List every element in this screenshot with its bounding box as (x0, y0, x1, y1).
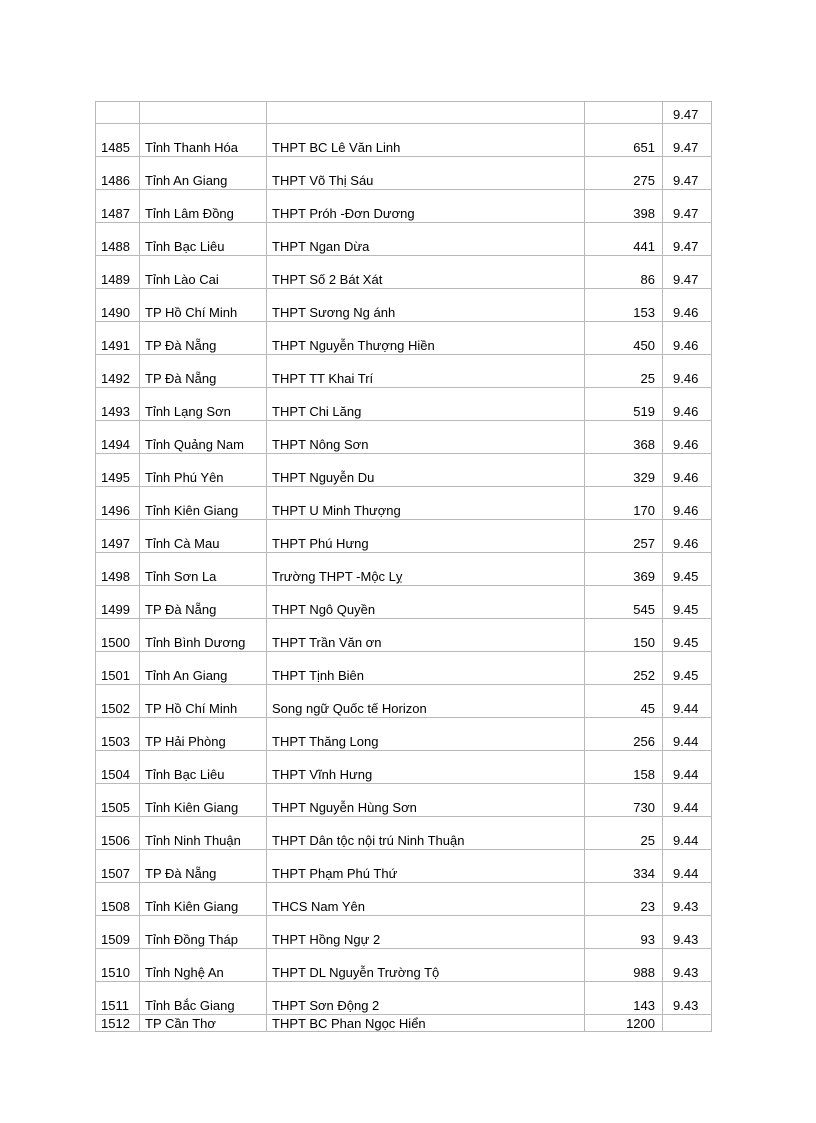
school-cell: THPT Nguyễn Thượng Hiền (267, 322, 585, 355)
rank-cell: 1502 (96, 685, 140, 718)
province-cell: Tỉnh Phú Yên (140, 454, 267, 487)
table-row (96, 355, 712, 388)
score-cell: 9.46 (663, 520, 712, 553)
score-cell: 9.47 (663, 124, 712, 157)
rank-cell: 1497 (96, 520, 140, 553)
score-cell: 9.44 (663, 784, 712, 817)
rank-cell: 1503 (96, 718, 140, 751)
table-row (96, 322, 712, 355)
table-row (96, 289, 712, 322)
table-row (96, 487, 712, 520)
count-cell: 45 (585, 685, 663, 718)
score-cell: 9.43 (663, 916, 712, 949)
score-cell: 9.47 (663, 256, 712, 289)
province-cell: Tỉnh Bắc Giang (140, 982, 267, 1015)
score-cell: 9.43 (663, 883, 712, 916)
province-cell: TP Đà Nẵng (140, 322, 267, 355)
school-cell: THPT DL Nguyễn Trường Tộ (267, 949, 585, 982)
score-cell: 9.45 (663, 553, 712, 586)
rank-cell: 1501 (96, 652, 140, 685)
table-row (96, 1015, 712, 1032)
province-cell: TP Đà Nẵng (140, 355, 267, 388)
school-cell: THPT BC Lê Văn Linh (267, 124, 585, 157)
school-cell: THPT Nguyễn Du (267, 454, 585, 487)
school-cell: THPT Próh -Đơn Dương (267, 190, 585, 223)
rank-cell: 1509 (96, 916, 140, 949)
province-cell: TP Cần Thơ (140, 1015, 267, 1032)
score-cell: 9.46 (663, 289, 712, 322)
province-cell (140, 102, 267, 124)
table-row (96, 817, 712, 850)
school-cell: THPT Sơn Động 2 (267, 982, 585, 1015)
rank-cell: 1487 (96, 190, 140, 223)
province-cell: Tỉnh An Giang (140, 157, 267, 190)
province-cell: Tỉnh Bình Dương (140, 619, 267, 652)
province-cell: TP Hải Phòng (140, 718, 267, 751)
table-row (96, 619, 712, 652)
count-cell: 25 (585, 355, 663, 388)
school-cell: Trường THPT -Mộc Lỵ (267, 553, 585, 586)
count-cell: 153 (585, 289, 663, 322)
school-cell: THPT Trần Văn ơn (267, 619, 585, 652)
province-cell: Tỉnh Sơn La (140, 553, 267, 586)
province-cell: Tỉnh Kiên Giang (140, 784, 267, 817)
table-row (96, 520, 712, 553)
table-row (96, 949, 712, 982)
rank-cell: 1489 (96, 256, 140, 289)
count-cell: 256 (585, 718, 663, 751)
school-ranking-table-page (95, 101, 711, 1032)
province-cell: Tỉnh Thanh Hóa (140, 124, 267, 157)
table-row (96, 223, 712, 256)
school-cell: THPT Chi Lăng (267, 388, 585, 421)
count-cell: 329 (585, 454, 663, 487)
rank-cell: 1490 (96, 289, 140, 322)
school-cell: THPT Hồng Ngự 2 (267, 916, 585, 949)
count-cell: 257 (585, 520, 663, 553)
table-row (96, 718, 712, 751)
province-cell: Tỉnh Cà Mau (140, 520, 267, 553)
province-cell: TP Đà Nẵng (140, 850, 267, 883)
table-row (96, 256, 712, 289)
school-cell: THPT Thăng Long (267, 718, 585, 751)
school-cell: THPT Tịnh Biên (267, 652, 585, 685)
rank-cell: 1511 (96, 982, 140, 1015)
rank-cell: 1488 (96, 223, 140, 256)
province-cell: Tỉnh Kiên Giang (140, 883, 267, 916)
school-cell (267, 102, 585, 124)
school-cell: THPT Dân tộc nội trú Ninh Thuận (267, 817, 585, 850)
school-cell: THPT Vĩnh Hưng (267, 751, 585, 784)
score-cell: 9.46 (663, 355, 712, 388)
table-row (96, 102, 712, 124)
count-cell: 334 (585, 850, 663, 883)
school-cell: THPT Võ Thị Sáu (267, 157, 585, 190)
rank-cell: 1506 (96, 817, 140, 850)
rank-cell: 1512 (96, 1015, 140, 1032)
rank-cell: 1491 (96, 322, 140, 355)
table-row (96, 454, 712, 487)
score-cell: 9.46 (663, 454, 712, 487)
table-body (96, 102, 712, 1032)
table-row (96, 190, 712, 223)
table-row (96, 388, 712, 421)
table-row (96, 916, 712, 949)
score-cell: 9.44 (663, 718, 712, 751)
score-cell: 9.45 (663, 652, 712, 685)
score-cell: 9.44 (663, 751, 712, 784)
province-cell: TP Đà Nẵng (140, 586, 267, 619)
count-cell: 450 (585, 322, 663, 355)
count-cell: 730 (585, 784, 663, 817)
count-cell: 519 (585, 388, 663, 421)
score-cell: 9.44 (663, 850, 712, 883)
rank-cell: 1495 (96, 454, 140, 487)
rank-cell (96, 102, 140, 124)
rank-cell: 1496 (96, 487, 140, 520)
school-cell: THPT Phạm Phú Thứ (267, 850, 585, 883)
count-cell: 368 (585, 421, 663, 454)
province-cell: Tỉnh Nghệ An (140, 949, 267, 982)
table-row (96, 157, 712, 190)
school-cell: Song ngữ Quốc tế Horizon (267, 685, 585, 718)
count-cell (585, 102, 663, 124)
count-cell: 1200 (585, 1015, 663, 1032)
score-cell: 9.43 (663, 949, 712, 982)
province-cell: Tỉnh Lào Cai (140, 256, 267, 289)
score-cell: 9.47 (663, 223, 712, 256)
school-cell: THPT BC Phan Ngọc Hiển (267, 1015, 585, 1032)
rank-cell: 1510 (96, 949, 140, 982)
table-row (96, 685, 712, 718)
count-cell: 23 (585, 883, 663, 916)
table-row (96, 883, 712, 916)
count-cell: 150 (585, 619, 663, 652)
rank-cell: 1493 (96, 388, 140, 421)
rank-cell: 1499 (96, 586, 140, 619)
table-row (96, 751, 712, 784)
province-cell: Tỉnh Ninh Thuận (140, 817, 267, 850)
school-cell: THCS Nam Yên (267, 883, 585, 916)
school-cell: THPT Phú Hưng (267, 520, 585, 553)
province-cell: Tỉnh Kiên Giang (140, 487, 267, 520)
table-row (96, 982, 712, 1015)
count-cell: 252 (585, 652, 663, 685)
score-cell: 9.47 (663, 157, 712, 190)
province-cell: Tỉnh Bạc Liêu (140, 751, 267, 784)
count-cell: 93 (585, 916, 663, 949)
score-cell: 9.46 (663, 388, 712, 421)
rank-cell: 1504 (96, 751, 140, 784)
score-cell: 9.45 (663, 619, 712, 652)
rank-cell: 1494 (96, 421, 140, 454)
count-cell: 25 (585, 817, 663, 850)
score-cell: 9.47 (663, 190, 712, 223)
count-cell: 441 (585, 223, 663, 256)
province-cell: Tỉnh Quảng Nam (140, 421, 267, 454)
count-cell: 369 (585, 553, 663, 586)
count-cell: 545 (585, 586, 663, 619)
province-cell: Tỉnh Lâm Đồng (140, 190, 267, 223)
count-cell: 170 (585, 487, 663, 520)
score-cell: 9.46 (663, 322, 712, 355)
school-cell: THPT TT Khai Trí (267, 355, 585, 388)
score-cell: 9.47 (663, 102, 712, 124)
count-cell: 143 (585, 982, 663, 1015)
rank-cell: 1505 (96, 784, 140, 817)
table-row (96, 586, 712, 619)
score-cell: 9.44 (663, 685, 712, 718)
table-row (96, 421, 712, 454)
rank-cell: 1485 (96, 124, 140, 157)
rank-cell: 1500 (96, 619, 140, 652)
table-row (96, 553, 712, 586)
province-cell: Tỉnh Lạng Sơn (140, 388, 267, 421)
score-cell: 9.44 (663, 817, 712, 850)
province-cell: Tỉnh Bạc Liêu (140, 223, 267, 256)
count-cell: 275 (585, 157, 663, 190)
rank-cell: 1507 (96, 850, 140, 883)
score-cell (663, 1015, 712, 1032)
rank-cell: 1508 (96, 883, 140, 916)
rank-cell: 1498 (96, 553, 140, 586)
province-cell: TP Hồ Chí Minh (140, 685, 267, 718)
school-cell: THPT Ngô Quyền (267, 586, 585, 619)
school-cell: THPT Số 2 Bát Xát (267, 256, 585, 289)
score-cell: 9.46 (663, 421, 712, 454)
count-cell: 398 (585, 190, 663, 223)
score-cell: 9.46 (663, 487, 712, 520)
count-cell: 651 (585, 124, 663, 157)
table-row (96, 850, 712, 883)
school-cell: THPT Nguyễn Hùng Sơn (267, 784, 585, 817)
table-row (96, 652, 712, 685)
school-cell: THPT Nông Sơn (267, 421, 585, 454)
school-ranking-table (95, 101, 712, 1032)
score-cell: 9.45 (663, 586, 712, 619)
count-cell: 988 (585, 949, 663, 982)
province-cell: Tỉnh An Giang (140, 652, 267, 685)
school-cell: THPT Sương Ng ánh (267, 289, 585, 322)
rank-cell: 1492 (96, 355, 140, 388)
table-row (96, 124, 712, 157)
score-cell: 9.43 (663, 982, 712, 1015)
count-cell: 86 (585, 256, 663, 289)
school-cell: THPT U Minh Thượng (267, 487, 585, 520)
rank-cell: 1486 (96, 157, 140, 190)
province-cell: TP Hồ Chí Minh (140, 289, 267, 322)
table-row (96, 784, 712, 817)
count-cell: 158 (585, 751, 663, 784)
province-cell: Tỉnh Đồng Tháp (140, 916, 267, 949)
school-cell: THPT Ngan Dừa (267, 223, 585, 256)
